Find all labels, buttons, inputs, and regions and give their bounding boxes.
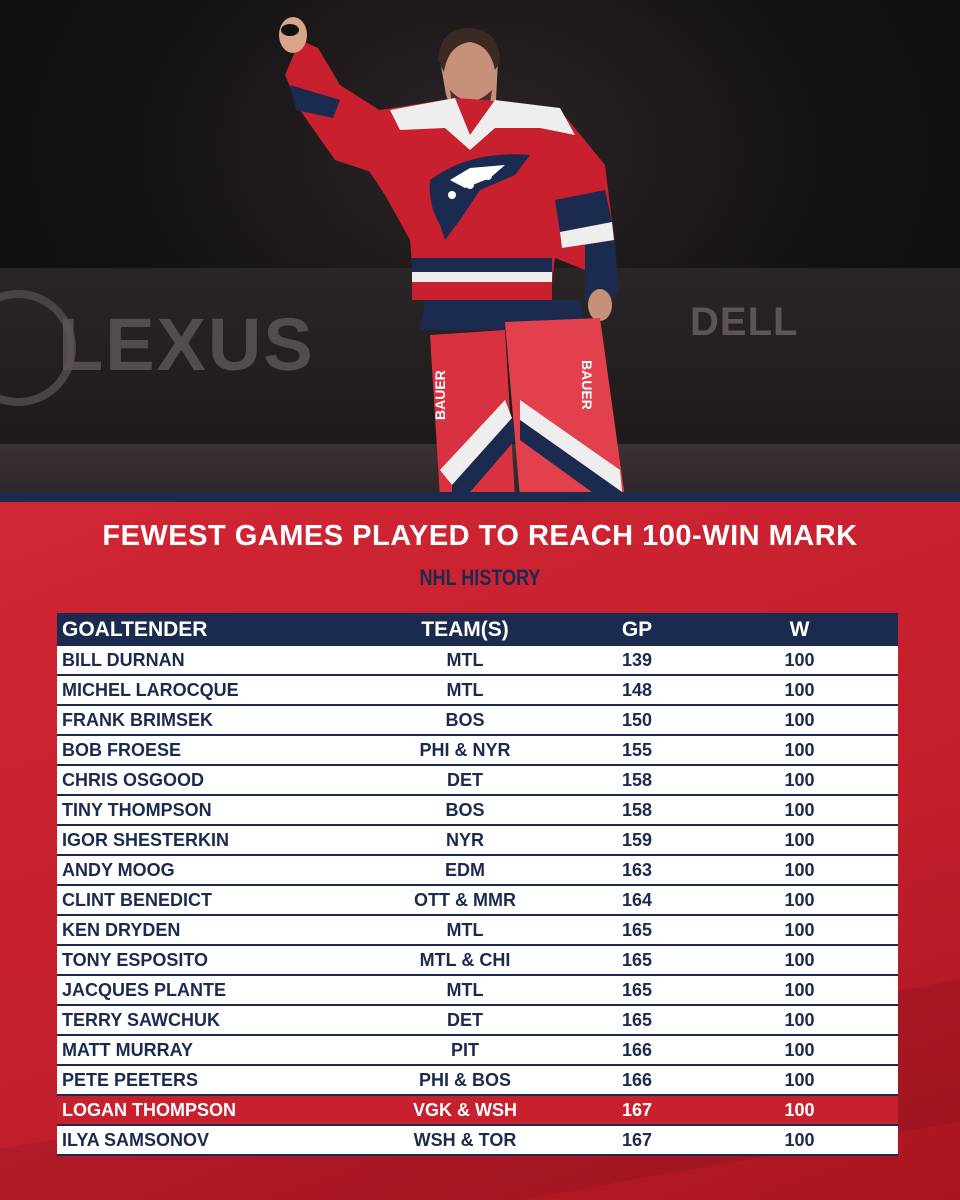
cell-goaltender: CLINT BENEDICT — [62, 889, 212, 910]
table-row — [57, 976, 898, 1006]
table-row-highlighted — [57, 1096, 898, 1126]
table-row — [57, 766, 898, 796]
cell-teams: MTL — [446, 979, 484, 1000]
cell-teams: EDM — [445, 859, 485, 880]
cell-w: 100 — [784, 859, 815, 880]
cell-gp: 164 — [621, 889, 653, 910]
cell-goaltender: BILL DURNAN — [62, 649, 185, 670]
cell-w: 100 — [784, 949, 815, 970]
table-row — [57, 1036, 898, 1066]
cell-teams: MTL — [446, 919, 484, 940]
cell-w: 100 — [784, 709, 815, 730]
cell-w: 100 — [784, 829, 815, 850]
sponsor-lexus: LEXUS — [58, 303, 315, 386]
cell-w: 100 — [784, 799, 815, 820]
cell-teams: DET — [447, 1009, 483, 1030]
cell-teams: BOS — [445, 709, 485, 730]
cell-teams: PIT — [450, 1039, 479, 1060]
cell-gp: 167 — [621, 1099, 653, 1120]
sponsor-dell: DELL — [690, 300, 799, 344]
cell-w: 100 — [784, 679, 815, 700]
page-title: FEWEST GAMES PLAYED TO REACH 100-WIN MARK — [102, 520, 858, 552]
svg-text:BAUER: BAUER — [579, 360, 595, 410]
stats-table — [57, 613, 898, 1156]
hero-photo — [0, 0, 960, 498]
cell-goaltender: TINY THOMPSON — [62, 799, 212, 820]
cell-goaltender: CHRIS OSGOOD — [62, 769, 205, 790]
cell-gp: 139 — [621, 649, 653, 670]
cell-gp: 150 — [621, 709, 653, 730]
cell-w: 100 — [784, 889, 815, 910]
cell-teams: OTT & MMR — [414, 889, 516, 910]
cell-goaltender: ANDY MOOG — [62, 859, 175, 880]
svg-text:BAUER: BAUER — [432, 370, 448, 420]
table-header — [57, 613, 898, 646]
table-row — [57, 736, 898, 766]
column-header-teams: TEAM(S) — [421, 617, 509, 641]
cell-goaltender: MICHEL LAROCQUE — [62, 679, 239, 700]
column-header-w: W — [789, 617, 810, 641]
table-row — [57, 1006, 898, 1036]
cell-gp: 166 — [621, 1069, 653, 1090]
table-row — [57, 796, 898, 826]
cell-gp: 158 — [621, 769, 653, 790]
cell-teams: DET — [447, 769, 483, 790]
cell-gp: 155 — [621, 739, 653, 760]
cell-goaltender: PETE PEETERS — [62, 1069, 199, 1090]
cell-gp: 148 — [621, 679, 653, 700]
table-row — [57, 1066, 898, 1096]
table-row — [57, 946, 898, 976]
table-row — [57, 1126, 898, 1156]
cell-gp: 165 — [621, 949, 653, 970]
cell-gp: 165 — [621, 919, 653, 940]
cell-teams: PHI & BOS — [418, 1069, 511, 1090]
page-subtitle: NHL HISTORY — [419, 565, 541, 590]
cell-goaltender: ILYA SAMSONOV — [62, 1129, 210, 1150]
column-header-gp: GP — [621, 617, 653, 641]
cell-teams: MTL — [446, 679, 484, 700]
cell-w: 100 — [784, 769, 815, 790]
table-row — [57, 826, 898, 856]
column-header-goaltender: GOALTENDER — [62, 617, 208, 641]
cell-teams: PHI & NYR — [419, 739, 511, 760]
cell-w: 100 — [784, 979, 815, 1000]
cell-gp: 165 — [621, 979, 653, 1000]
cell-w: 100 — [784, 649, 815, 670]
cell-goaltender: TONY ESPOSITO — [62, 949, 209, 970]
cell-teams: WSH & TOR — [413, 1129, 517, 1150]
cell-gp: 166 — [621, 1039, 653, 1060]
table-body — [57, 646, 898, 1156]
table-row — [57, 676, 898, 706]
cell-teams: MTL — [446, 649, 484, 670]
cell-goaltender: MATT MURRAY — [62, 1039, 193, 1060]
cell-goaltender: KEN DRYDEN — [62, 919, 181, 940]
table-row — [57, 916, 898, 946]
table-row — [57, 886, 898, 916]
cell-goaltender: IGOR SHESTERKIN — [62, 829, 230, 850]
table-row — [57, 856, 898, 886]
cell-w: 100 — [784, 1009, 815, 1030]
cell-goaltender: JACQUES PLANTE — [62, 979, 227, 1000]
photo-divider — [0, 492, 960, 502]
cell-w: 100 — [784, 739, 815, 760]
cell-goaltender: TERRY SAWCHUK — [62, 1009, 221, 1030]
cell-goaltender: LOGAN THOMPSON — [62, 1099, 236, 1120]
goaltender-illustration — [0, 0, 960, 498]
cell-gp: 167 — [621, 1129, 653, 1150]
table-row — [57, 646, 898, 676]
cell-w: 100 — [784, 1039, 815, 1060]
cell-gp: 165 — [621, 1009, 653, 1030]
cell-goaltender: BOB FROESE — [62, 739, 182, 760]
cell-w: 100 — [784, 1099, 815, 1120]
cell-w: 100 — [784, 1069, 815, 1090]
cell-teams: VGK & WSH — [412, 1099, 517, 1120]
cell-gp: 159 — [621, 829, 653, 850]
cell-w: 100 — [784, 1129, 815, 1150]
cell-teams: MTL & CHI — [419, 949, 511, 970]
cell-gp: 163 — [621, 859, 653, 880]
cell-teams: BOS — [445, 799, 485, 820]
cell-gp: 158 — [621, 799, 653, 820]
table-row — [57, 706, 898, 736]
cell-w: 100 — [784, 919, 815, 940]
cell-goaltender: FRANK BRIMSEK — [62, 709, 213, 730]
cell-teams: NYR — [445, 829, 484, 850]
